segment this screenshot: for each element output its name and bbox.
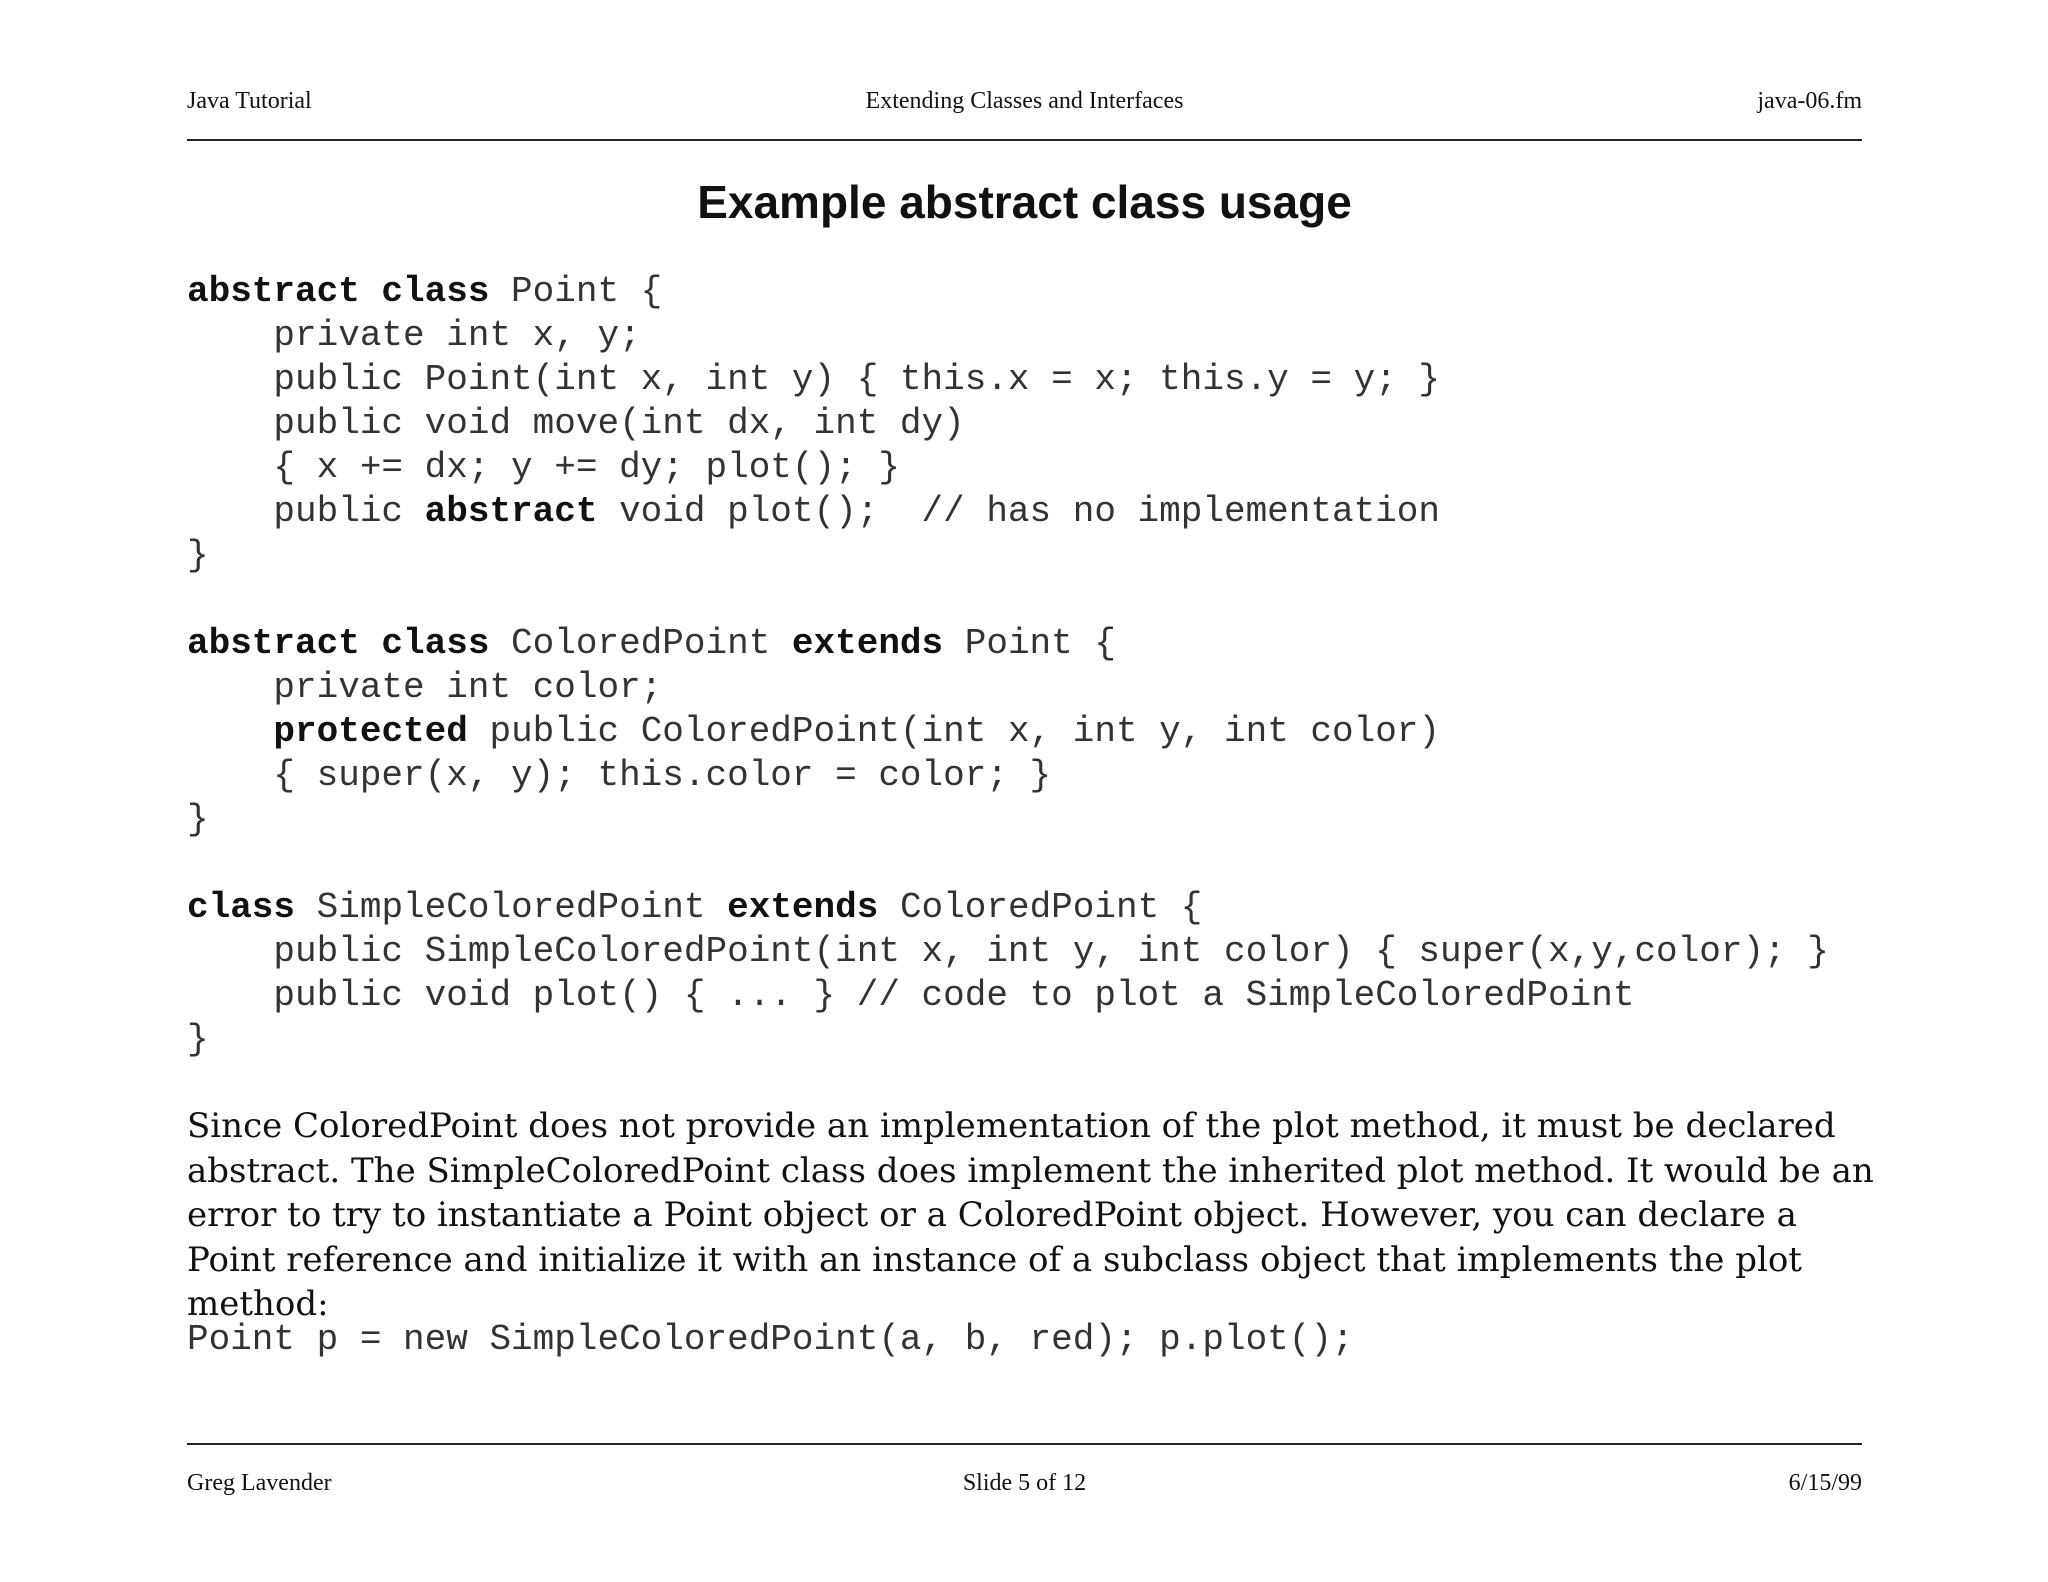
code-listing <box>187 270 1829 1062</box>
code-text: } <box>187 535 209 576</box>
header-chapter-title: Extending Classes and Interfaces <box>865 88 1184 114</box>
footer-divider <box>187 1443 1862 1445</box>
code-text: { x += dx; y += dy; plot(); } <box>187 447 900 488</box>
code-keyword: extends <box>727 887 879 928</box>
code-text <box>187 711 273 752</box>
code-text: private int x, y; <box>187 315 641 356</box>
code-line <box>187 535 209 576</box>
code-line <box>187 799 209 840</box>
code-keyword: abstract class <box>187 623 490 664</box>
code-text: SimpleColoredPoint <box>295 887 728 928</box>
code-text: public Point(int x, int y) { this.x = x; this.y = y; } <box>187 359 1441 400</box>
code-keyword: protected <box>273 711 468 752</box>
code-line <box>187 359 1440 400</box>
code-line <box>187 667 662 708</box>
example-code-line: Point p = new SimpleColoredPoint(a, b, red); p.plot(); <box>187 1319 1354 1360</box>
code-line <box>187 315 641 356</box>
footer-author: Greg Lavender <box>187 1470 332 1496</box>
code-text: public <box>187 491 425 532</box>
code-line <box>187 711 1440 752</box>
code-text: void plot(); // has no implementation <box>597 491 1441 532</box>
header-divider <box>187 139 1862 141</box>
code-line <box>187 403 965 444</box>
code-keyword: extends <box>791 623 944 664</box>
code-text: private int color; <box>187 667 663 708</box>
code-text: public void move(int dx, int dy) <box>187 403 965 444</box>
code-text: ColoredPoint { <box>878 887 1203 928</box>
code-line <box>187 755 1051 796</box>
slide-title: Example abstract class usage <box>697 176 1352 228</box>
footer-slide-number: Slide 5 of 12 <box>962 1470 1087 1496</box>
footer-date: 6/15/99 <box>1788 1470 1862 1496</box>
code-keyword: abstract class <box>187 271 490 312</box>
explanation-paragraph: Since ColoredPoint does not provide an implementation of the plot method, it must be declared abstract. The SimpleColoredPoint class does implement the inherited plot method. It would be an error to try to instantiate a Point object or a ColoredPoint object. However, you can declare a Point reference and initialize it with an instance of a subclass object that implements the plot method: <box>187 1106 1874 1324</box>
code-text: } <box>187 799 209 840</box>
header-filename: java-06.fm <box>1757 88 1862 114</box>
code-text: public ColoredPoint(int x, int y, int color) <box>467 711 1441 752</box>
code-text: public SimpleColoredPoint(int x, int y, int color) { super(x,y,color); } <box>187 931 1829 972</box>
header-doc-title: Java Tutorial <box>187 88 312 114</box>
code-line <box>187 271 662 312</box>
code-text: public void plot() { ... } // code to plot a SimpleColoredPoint <box>187 975 1635 1016</box>
code-line <box>187 975 1634 1016</box>
code-line <box>187 1019 209 1060</box>
code-line <box>187 491 1440 532</box>
code-text: } <box>187 1019 209 1060</box>
code-line <box>187 887 1202 928</box>
code-text: { super(x, y); this.color = color; } <box>187 755 1052 796</box>
code-keyword: abstract <box>424 491 598 532</box>
code-line <box>187 447 900 488</box>
code-text: ColoredPoint <box>489 623 792 664</box>
code-line <box>187 623 1116 664</box>
code-keyword: class <box>187 887 296 928</box>
code-line <box>187 931 1829 972</box>
code-text: Point { <box>489 271 663 312</box>
code-text: Point { <box>943 623 1116 664</box>
